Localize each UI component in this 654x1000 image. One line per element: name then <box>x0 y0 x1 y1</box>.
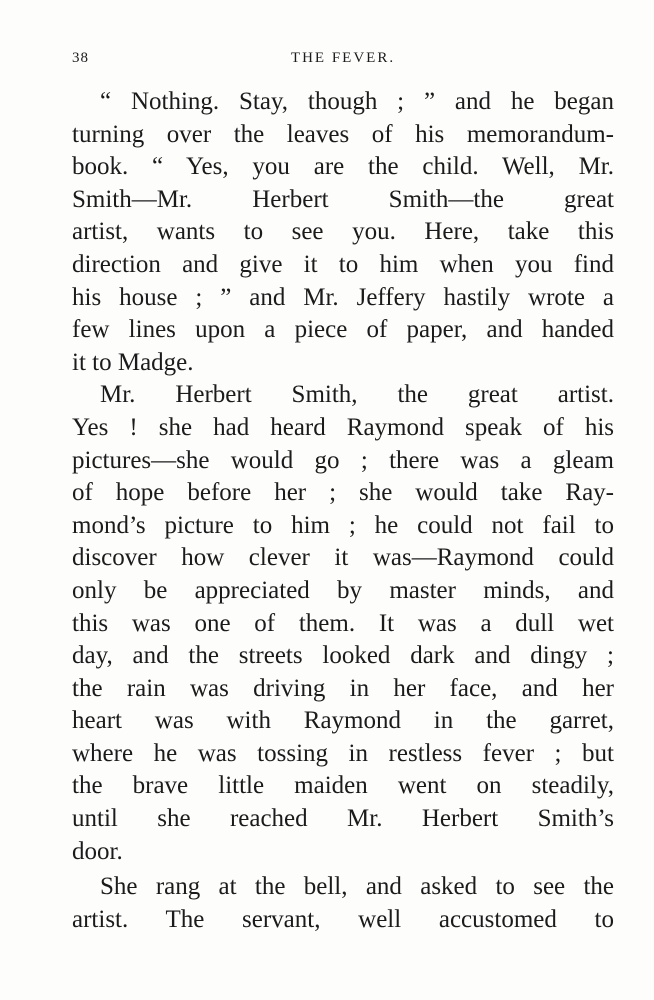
text-line: Smith—Mr. Herbert Smith—the great <box>72 185 614 213</box>
text-line: pictures—she would go ; there was a gleam <box>72 446 614 474</box>
paragraph <box>72 86 614 379</box>
text-line: day, and the streets looked dark and dingy ; <box>72 642 614 670</box>
text-line: discover how clever it was—Raymond could <box>72 544 614 572</box>
text-line: artist, wants to see you. Here, take this <box>72 218 614 246</box>
text-line: direction and give it to him when you find <box>72 250 614 278</box>
text-line: heart was with Raymond in the garret, <box>72 707 614 735</box>
text-line: the rain was driving in her face, and her <box>72 674 614 702</box>
text-line: it to Madge. <box>72 348 194 376</box>
running-title: THE FEVER. <box>290 50 396 66</box>
text-line: the brave little maiden went on steadily, <box>72 772 614 800</box>
page-number: 38 <box>72 50 89 66</box>
text-line: Mr. Herbert Smith, the great artist. <box>100 381 614 409</box>
text-line: his house ; ” and Mr. Jeffery hastily wrote a <box>72 283 614 311</box>
text-line: book. “ Yes, you are the child. Well, Mr. <box>72 153 614 181</box>
text-line: of hope before her ; she would take Ray- <box>72 479 614 507</box>
paragraph <box>72 379 614 868</box>
text-line: where he was tossing in restless fever ; but <box>72 739 614 767</box>
body-text <box>72 86 614 936</box>
text-line: “ Nothing. Stay, though ; ” and he began <box>100 88 614 115</box>
text-line: until she reached Mr. Herbert Smith’s <box>72 805 614 833</box>
text-line: mond’s picture to him ; he could not fail to <box>72 511 614 539</box>
text-line: turning over the leaves of his memorandum- <box>72 120 614 148</box>
text-line: this was one of them. It was a dull wet <box>72 609 614 637</box>
text-line: artist. The servant, well accustomed to <box>72 905 614 933</box>
text-line: few lines upon a piece of paper, and handed <box>72 316 614 344</box>
text-line: Yes ! she had heard Raymond speak of his <box>72 413 614 441</box>
paragraph <box>72 871 614 936</box>
text-line: She rang at the bell, and asked to see the <box>100 873 614 901</box>
text-line: only be appreciated by master minds, and <box>72 576 614 604</box>
text-line: door. <box>72 837 123 865</box>
page-header <box>72 50 614 72</box>
